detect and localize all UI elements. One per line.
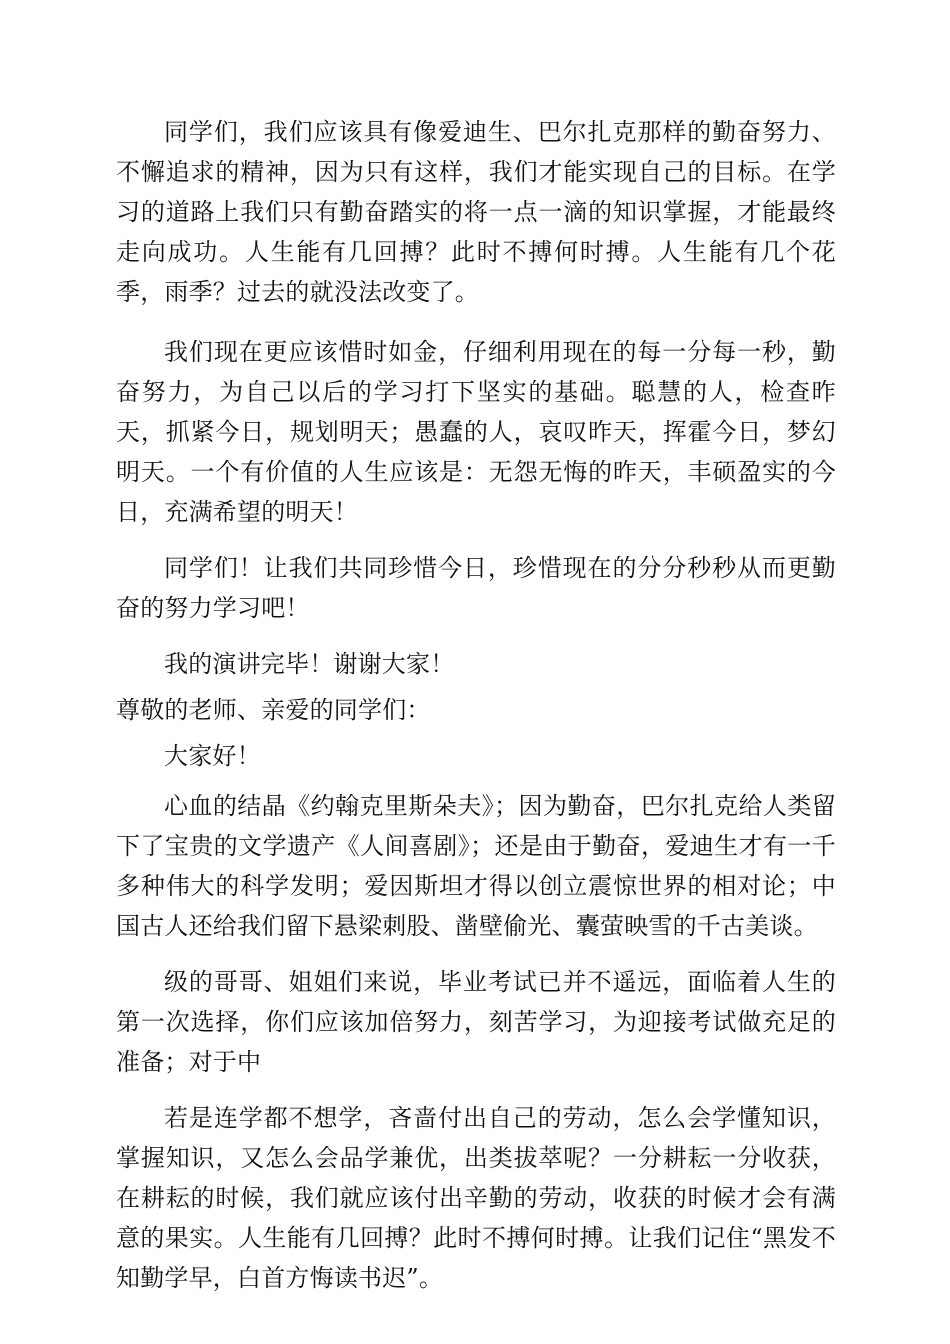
paragraph-cherish-time: 我们现在更应该惜时如金，仔细利用现在的每一分每一秒，勤奋努力，为自己以后的学习打下坚实的基础。聪慧的人，检查昨天，抓紧今日，规划明天；愚蠢的人，哀叹昨天，挥霍今日，梦幻明天。一个有价值的人生应该是：无怨无悔的昨天，丰硕盈实的今日，充满希望的明天！ [116, 338, 836, 526]
paragraph-call-to-action: 同学们！让我们共同珍惜今日，珍惜现在的分分秒秒从而更勤奋的努力学习吧！ [116, 554, 836, 622]
paragraph-effort-harvest: 若是连学都不想学，吝啬付出自己的劳动，怎么会学懂知识，掌握知识，又怎么会品学兼优，出类拔萃呢？一分耕耘一分收获，在耕耘的时候，我们就应该付出辛勤的劳动，收获的时候才会有满意的果实。人生能有几回搏？此时不搏何时搏。让我们记住“黑发不知勤学早，白首方悔读书迟”。 [116, 1104, 836, 1292]
paragraph-greeting: 大家好！ [164, 742, 261, 770]
paragraph-closing-thanks: 我的演讲完毕！谢谢大家！ [164, 650, 455, 678]
paragraph-diligence-spirit: 同学们，我们应该具有像爱迪生、巴尔扎克那样的勤奋努力、不懈追求的精神，因为只有这样，我们才能实现自己的目标。在学习的道路上我们只有勤奋踏实的将一点一滴的知识掌握，才能最终走向成功。人生能有几回搏？此时不搏何时搏。人生能有几个花季，雨季？过去的就没法改变了。 [116, 118, 836, 306]
paragraph-diligence-examples: 心血的结晶《约翰克里斯朵夫》；因为勤奋，巴尔扎克给人类留下了宝贵的文学遗产《人间喜剧》；还是由于勤奋，爱迪生才有一千多种伟大的科学发明；爱因斯坦才得以创立震惊世界的相对论；中国古人还给我们留下悬梁刺股、凿壁偷光、囊萤映雪的千古美谈。 [116, 792, 836, 940]
document-body [116, 112, 836, 1298]
paragraph-graduating-students: 级的哥哥、姐姐们来说，毕业考试已并不遥远，面临着人生的第一次选择，你们应该加倍努力，刻苦学习，为迎接考试做充足的准备；对于中 [116, 968, 836, 1076]
paragraph-salutation: 尊敬的老师、亲爱的同学们： [116, 696, 431, 724]
